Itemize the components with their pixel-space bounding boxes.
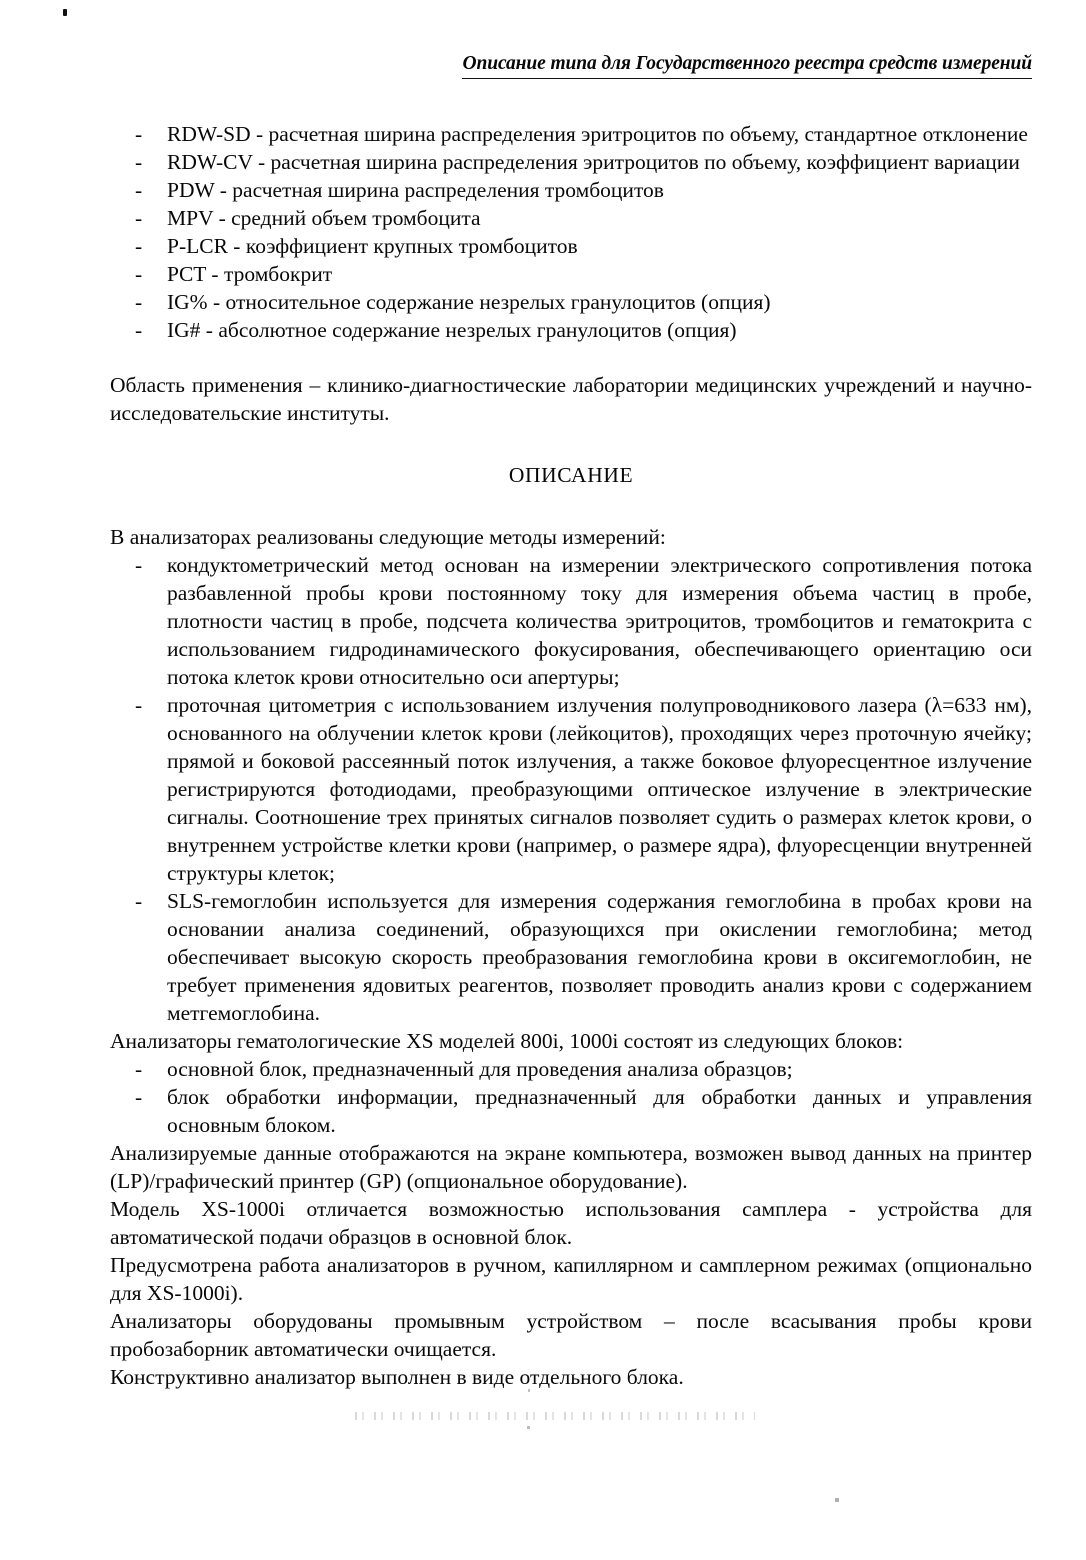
section-heading-description: ОПИСАНИЕ [508,463,634,487]
list-item-text: SLS-гемоглобин используется для измерения содержания гемоглобина в пробах крови на основании анализа соединений, образующихся при окислении гемоглобина; метод обеспечивает высокую скорость преобразования гемоглобина крови в оксигемоглобин, не требует применения ядовитых реагентов, позволяет проводить анализ крови с содержанием метгемоглобина. [167,889,1032,1025]
list-marker: - [135,1085,143,1109]
list-item [110,1055,1032,1083]
application-area-paragraph: Область применения – клинико-диагностические лаборатории медицинских учреждений и научно-исследовательские институты. [110,373,1032,425]
list-item [110,148,1032,176]
closing-paragraph-washing: Анализаторы оборудованы промывным устройством – после всасывания пробы крови пробозаборник автоматически очищается. [110,1309,1032,1361]
spacer [110,489,1032,523]
closing-paragraph-sampler: Модель XS-1000i отличается возможностью использования самплера - устройства для автоматической подачи образцов в основной блок. [110,1197,1032,1249]
list-marker: - [135,553,143,577]
list-item-text: PDW - расчетная ширина распределения тромбоцитов [167,178,664,202]
list-item [110,691,1032,887]
list-marker: - [135,262,143,286]
list-item [110,260,1032,288]
list-marker: - [135,150,143,174]
blocks-list [110,1055,1032,1139]
list-item [110,120,1032,148]
document-body [110,120,1032,1391]
list-item-text: IG% - относительное содержание незрелых гранулоцитов (опция) [167,290,771,314]
list-marker: - [135,889,143,913]
running-head-text: Описание типа для Государственного реестра средств измерений [462,52,1032,79]
list-marker: - [135,122,143,146]
list-item [110,1083,1032,1139]
list-marker: - [135,234,143,258]
scan-artifact-dot [528,1389,530,1392]
spacer [110,344,1032,371]
list-item [110,232,1032,260]
list-marker: - [135,693,143,717]
parameters-list [110,120,1032,344]
list-item-text: PCT - тромбокрит [167,262,333,286]
list-item [110,316,1032,344]
closing-paragraph-output: Анализируемые данные отображаются на экране компьютера, возможен вывод данных на принтер (LP)/графический принтер (GP) (опциональное оборудование). [110,1141,1032,1193]
list-marker: - [135,318,143,342]
scan-artifact-dot [835,1498,839,1502]
methods-intro-paragraph: В анализаторах реализованы следующие методы измерений: [110,525,666,549]
blocks-intro-paragraph: Анализаторы гематологические XS моделей 800i, 1000i состоят из следующих блоков: [110,1029,904,1053]
list-item-text: P-LCR - коэффициент крупных тромбоцитов [167,234,578,258]
running-head [110,52,1032,79]
list-item-text: блок обработки информации, предназначенный для обработки данных и управления основным блоком. [167,1085,1032,1137]
list-item-text: IG# - абсолютное содержание незрелых гранулоцитов (опция) [167,318,737,342]
scan-artifact-line [355,1412,755,1420]
list-item-text: RDW-CV - расчетная ширина распределения эритроцитов по объему, коэффициент вариации [167,150,1020,174]
list-marker: - [135,178,143,202]
list-marker: - [135,1057,143,1081]
list-item [110,887,1032,1027]
scan-artifact-dot [527,1426,530,1429]
list-item [110,204,1032,232]
list-marker: - [135,206,143,230]
list-item [110,288,1032,316]
closing-paragraph-modes: Предусмотрена работа анализаторов в ручном, капиллярном и самплерном режимах (опционально для XS-1000i). [110,1253,1032,1305]
list-item-text: RDW-SD - расчетная ширина распределения эритроцитов по объему, стандартное отклонение [167,122,1028,146]
list-item-text: проточная цитометрия с использованием излучения полупроводникового лазера (λ=633 нм), основанного на облучении клеток крови (лейкоцитов), проходящих через проточную ячейку; прямой и боковой рассеянный поток излучения, а также боковое флуоресцентное излучение регистрируются фотодиодами, преобразующими оптическое излучение в электрические сигналы. Соотношение трех принятых сигналов позволяет судить о размерах клеток крови, о внутреннем устройстве клетки крови (например, о размере ядра), флуоресценции внутренней структуры клеток; [167,693,1032,885]
closing-paragraph-construction: Конструктивно анализатор выполнен в виде отдельного блока. [110,1365,684,1389]
ink-speck-artifact [63,9,67,16]
list-item-text: кондуктометрический метод основан на измерении электрического сопротивления потока разбавленной пробы крови постоянному току для измерения объема частиц в пробе, плотности частиц в пробе, подсчета количества эритроцитов, тромбоцитов и гематокрита с использованием гидродинамического фокусирования, обеспечивающего ориентацию оси потока клеток крови относительно оси апертуры; [167,553,1032,689]
list-item [110,176,1032,204]
methods-list [110,551,1032,1027]
list-item [110,551,1032,691]
list-marker: - [135,290,143,314]
spacer [110,427,1032,461]
list-item-text: основной блок, предназначенный для проведения анализа образцов; [167,1057,793,1081]
list-item-text: MPV - средний объем тромбоцита [167,206,481,230]
